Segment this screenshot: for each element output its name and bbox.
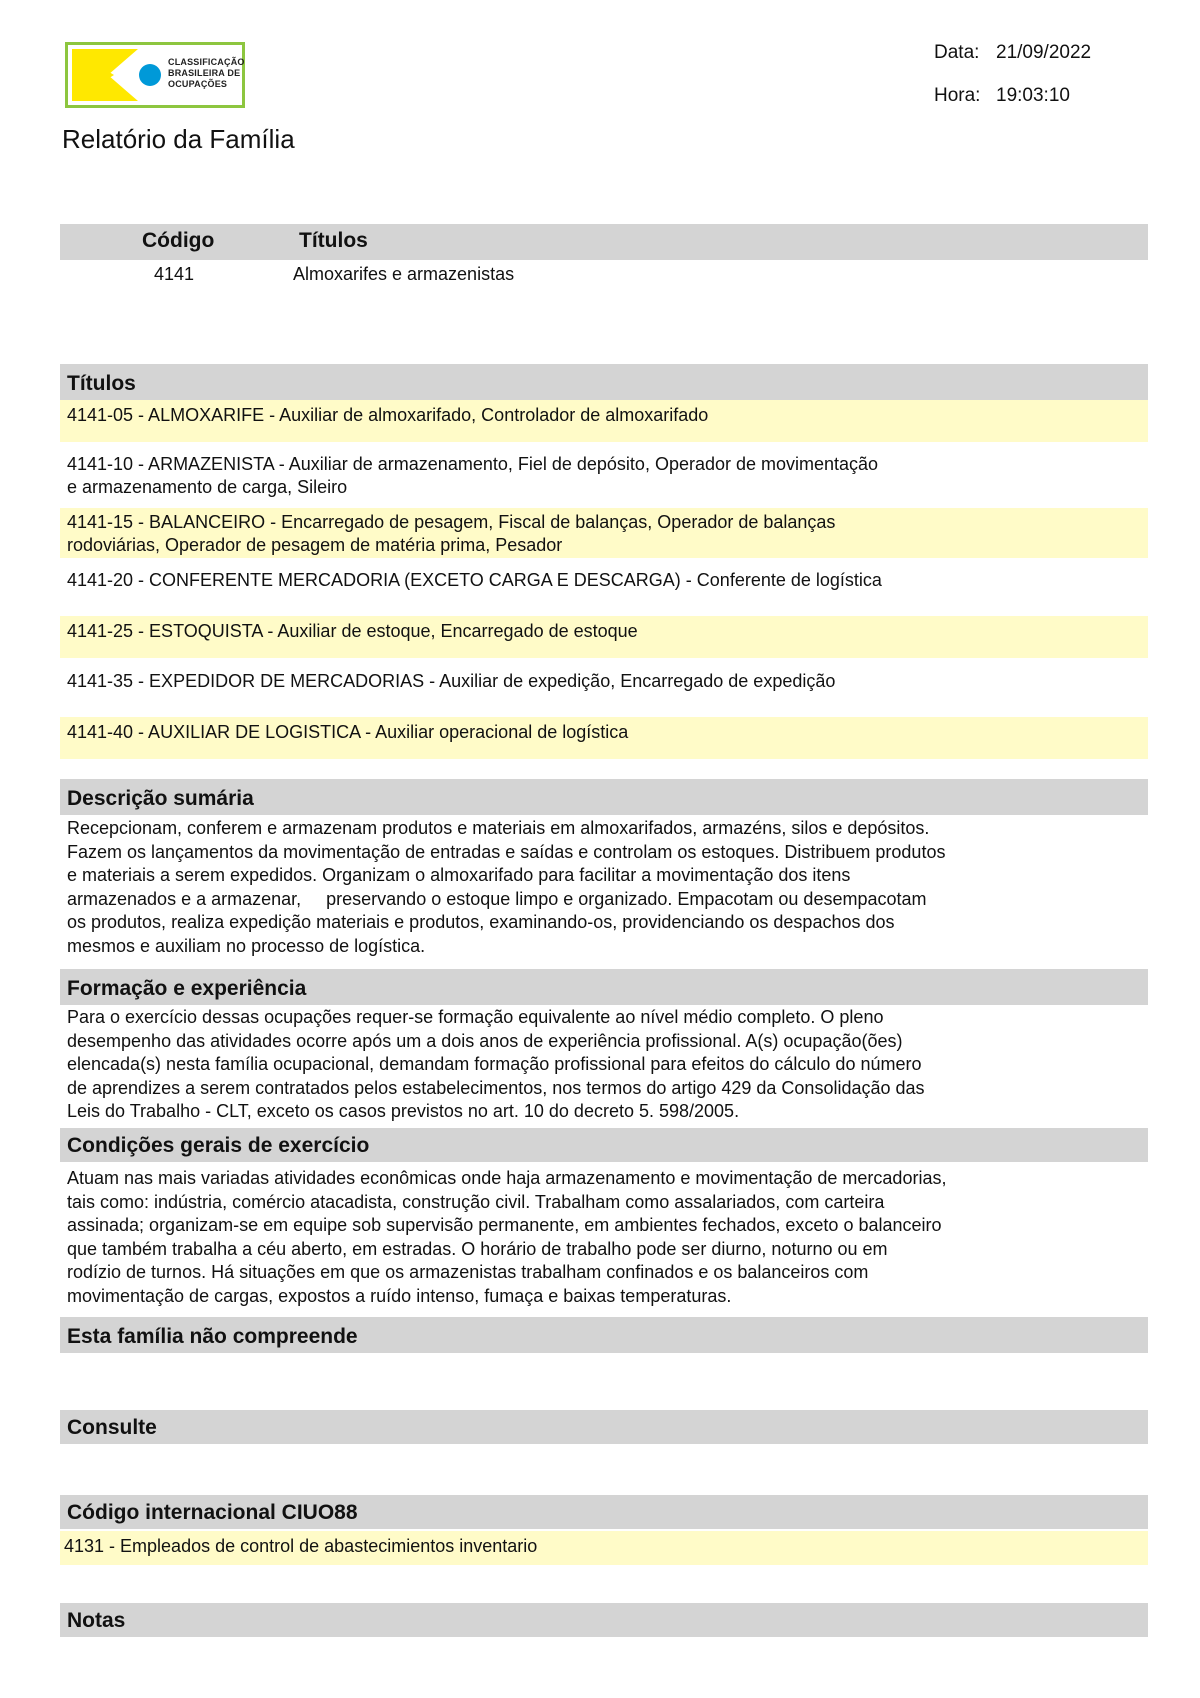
text-line: Fazem os lançamentos da movimentação de entradas e saídas e controlam os estoques. Distribuem produtos <box>67 841 946 862</box>
date-value: 21/09/2022 <box>996 42 1092 63</box>
report-time <box>934 85 1070 107</box>
text-line: Atuam nas mais variadas atividades econômicas onde haja armazenamento e movimentação de mercadorias, <box>67 1168 947 1188</box>
occupation-line: 4141-40 - AUXILIAR DE LOGISTICA - Auxiliar operacional de logística <box>67 722 629 742</box>
section-formacao: Formação e experiência <box>60 969 1148 1005</box>
section-titulos: Títulos <box>60 364 1148 400</box>
text-line: que também trabalha a céu aberto, em estradas. O horário de trabalho pode ser diurno, noturno ou em <box>67 1238 888 1259</box>
text-line: de aprendizes a serem contratados pelos estabelecimentos, nos termos do artigo 429 da Consolidação das <box>67 1077 925 1098</box>
list-item <box>60 508 1148 558</box>
text-line: mesmos e auxiliam no processo de logística. <box>67 935 426 956</box>
section-nao-compreende: Esta família não compreende <box>60 1317 1148 1353</box>
text-line: assinada; organizam-se em equipe sob supervisão permanente, em ambientes fechados, exceto o balanceiro <box>67 1215 942 1235</box>
occupation-line: 4141-25 - ESTOQUISTA - Auxiliar de estoque, Encarregado de estoque <box>67 621 638 641</box>
logo-line: BRASILEIRA DE <box>168 68 241 78</box>
family-title: Almoxarifes e armazenistas <box>293 264 515 284</box>
occupation-line: 4141-15 - BALANCEIRO - Encarregado de pesagem, Fiscal de balanças, Operador de balanças <box>67 512 836 532</box>
date-label: Data: <box>934 42 980 63</box>
text-line: elencada(s) nesta família ocupacional, demandam formação profissional para efeitos do cálculo do número <box>67 1054 922 1074</box>
occupation-line: e armazenamento de carga, Sileiro <box>67 477 348 497</box>
list-item <box>60 616 1148 658</box>
section-condicoes: Condições gerais de exercício <box>60 1128 1148 1162</box>
section-ciuo: Código internacional CIUO88 <box>60 1495 1148 1529</box>
column-header-titles: Títulos <box>299 229 368 252</box>
occupation-line: 4141-35 - EXPEDIDOR DE MERCADORIAS - Auxiliar de expedição, Encarregado de expedição <box>67 671 836 691</box>
logo-line: OCUPAÇÕES <box>168 79 228 89</box>
family-code: 4141 <box>154 264 195 284</box>
section-consulte: Consulte <box>60 1410 1148 1444</box>
list-item <box>60 1531 1148 1565</box>
family-table-header <box>60 224 1148 260</box>
list-item <box>60 717 1148 759</box>
ciuo-code-line: 4131 - Empleados de control de abastecimientos inventario <box>64 1536 538 1556</box>
descricao-text <box>67 817 1097 958</box>
list-item <box>60 666 1148 708</box>
report-date <box>934 42 1091 64</box>
text-line: os produtos, realiza expedição materiais e produtos, examinando-os, providenciando os despachos dos <box>67 912 895 932</box>
section-descricao: Descrição sumária <box>60 779 1148 815</box>
section-notas: Notas <box>60 1603 1148 1637</box>
text-line: Para o exercício dessas ocupações requer-se formação equivalente ao nível médio completo. O pleno <box>67 1007 884 1027</box>
column-header-code: Código <box>142 229 215 252</box>
time-label: Hora: <box>934 85 981 106</box>
list-item <box>60 565 1148 607</box>
text-line: tais como: indústria, comércio atacadista, construção civil. Trabalham como assalariados, com carteira <box>67 1191 885 1212</box>
page-title: Relatório da Família <box>62 124 295 154</box>
occupation-line: 4141-20 - CONFERENTE MERCADORIA (EXCETO CARGA E DESCARGA) - Conferente de logística <box>67 570 882 590</box>
time-value: 19:03:10 <box>996 85 1070 106</box>
text-line: movimentação de cargas, expostos a ruído intenso, fumaça e baixas temperaturas. <box>67 1285 732 1306</box>
text-line: Leis do Trabalho - CLT, exceto os casos previstos no art. 10 do decreto 5. 598/2005. <box>67 1101 740 1121</box>
text-line: desempenho das atividades ocorre após um a dois anos de experiência profissional. A(s) ocupação(ões) <box>67 1030 903 1051</box>
text-line: e materiais a serem expedidos. Organizam o almoxarifado para facilitar a movimentação dos itens <box>67 865 851 885</box>
text-line: rodízio de turnos. Há situações em que os armazenistas trabalham confinados e os balanceiros com <box>67 1262 869 1282</box>
occupation-line: 4141-10 - ARMAZENISTA - Auxiliar de armazenamento, Fiel de depósito, Operador de movimentação <box>67 454 879 474</box>
formacao-text <box>67 1006 1097 1124</box>
text-line: Recepcionam, conferem e armazenam produtos e materiais em almoxarifados, armazéns, silos e depósitos. <box>67 818 930 838</box>
condicoes-text <box>67 1167 1097 1308</box>
occupation-line: 4141-05 - ALMOXARIFE - Auxiliar de almoxarifado, Controlador de almoxarifado <box>67 405 709 425</box>
list-item <box>60 400 1148 442</box>
logo-wordmark <box>168 57 245 90</box>
logo-line: CLASSIFICAÇÃO <box>168 57 245 67</box>
list-item <box>60 450 1148 500</box>
cbo-logo <box>65 42 245 108</box>
text-line: armazenados e a armazenar, preservando o estoque limpo e organizado. Empacotam ou desempacotam <box>67 888 927 909</box>
occupation-line: rodoviárias, Operador de pesagem de matéria prima, Pesador <box>67 535 563 555</box>
